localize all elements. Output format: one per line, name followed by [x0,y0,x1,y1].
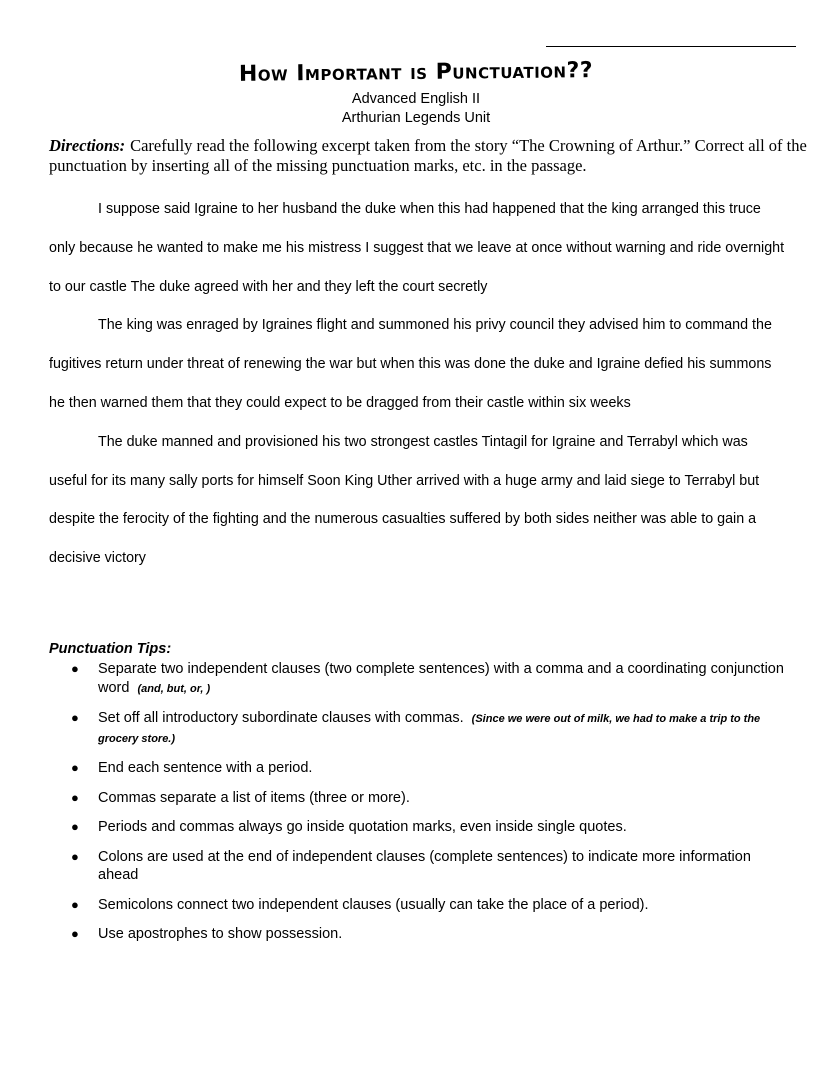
tip-text: Separate two independent clauses (two complete sentences) with a comma and a coordinating conjunction word [98,661,784,696]
list-item [49,818,789,837]
list-item [49,925,789,944]
passage-paragraph: I suppose said Igraine to her husband the duke when this had happened that the king arranged this truce only because he wanted to make me his mistress I suggest that we leave at once without warning and ride overnight to our castle The duke agreed with her and they left the court secretly [49,201,785,295]
list-item [49,660,789,698]
course-name: Advanced English II [351,91,481,107]
passage-paragraph: The king was enraged by Igraines flight and summoned his privy council they advised him to command the fugitives return under threat of renewing the war but when this was done the duke and Igraine defied his summons he then warned them that they could expect to be dragged from their castle within six weeks [49,317,772,411]
name-blank-line [546,46,796,47]
directions-text: Carefully read the following excerpt taken from the story “The Crowning of Arthur.” Correct all of the punctuation by inserting all of the missing punctuation marks, etc. in the passage. [49,136,807,175]
page-title: How Important is Punctuation?? [238,58,594,87]
tip-text: Use apostrophes to show possession. [98,926,343,942]
unit-name: Arthurian Legends Unit [341,110,491,126]
directions [49,136,809,176]
tip-example: (and, but, or, ) [137,682,211,695]
tip-text: Periods and commas always go inside quotation marks, even inside single quotes. [98,819,627,835]
list-item [49,896,789,915]
bullet-icon: ● [71,710,79,725]
list-item [49,709,789,748]
directions-label: Directions: [49,136,126,155]
tip-text: Set off all introductory subordinate clauses with commas. [98,710,464,726]
tip-text: Commas separate a list of items (three or more). [98,789,410,806]
bullet-icon: ● [71,760,79,775]
tip-text: Colons are used at the end of independent clauses (complete sentences) to indicate more information ahead [98,848,751,883]
bullet-icon: ● [71,896,79,912]
list-item [49,789,789,808]
tip-text: Semicolons connect two independent clauses (usually can take the place of a period). [98,896,649,913]
passage [49,190,789,578]
bullet-icon: ● [71,819,79,834]
bullet-icon: ● [71,789,79,805]
passage-paragraph: The duke manned and provisioned his two strongest castles Tintagil for Igraine and Terrabyl which was useful for its many sally ports for himself Soon King Uther arrived with a huge army and laid siege to Terrabyl but despite the ferocity of the fighting and the numerous casualties suffered by both sides neither was able to gain a decisive victory [49,433,760,567]
bullet-icon: ● [71,848,79,864]
tips-list [49,660,789,955]
tip-text: End each sentence with a period. [98,760,313,776]
list-item [49,848,789,885]
tips-heading: Punctuation Tips: [49,641,172,657]
list-item [49,759,789,778]
tip-example: (Since we were out of milk, we had to make a trip to the grocery store.) [98,713,761,745]
bullet-icon: ● [71,926,79,941]
bullet-icon: ● [71,661,79,676]
